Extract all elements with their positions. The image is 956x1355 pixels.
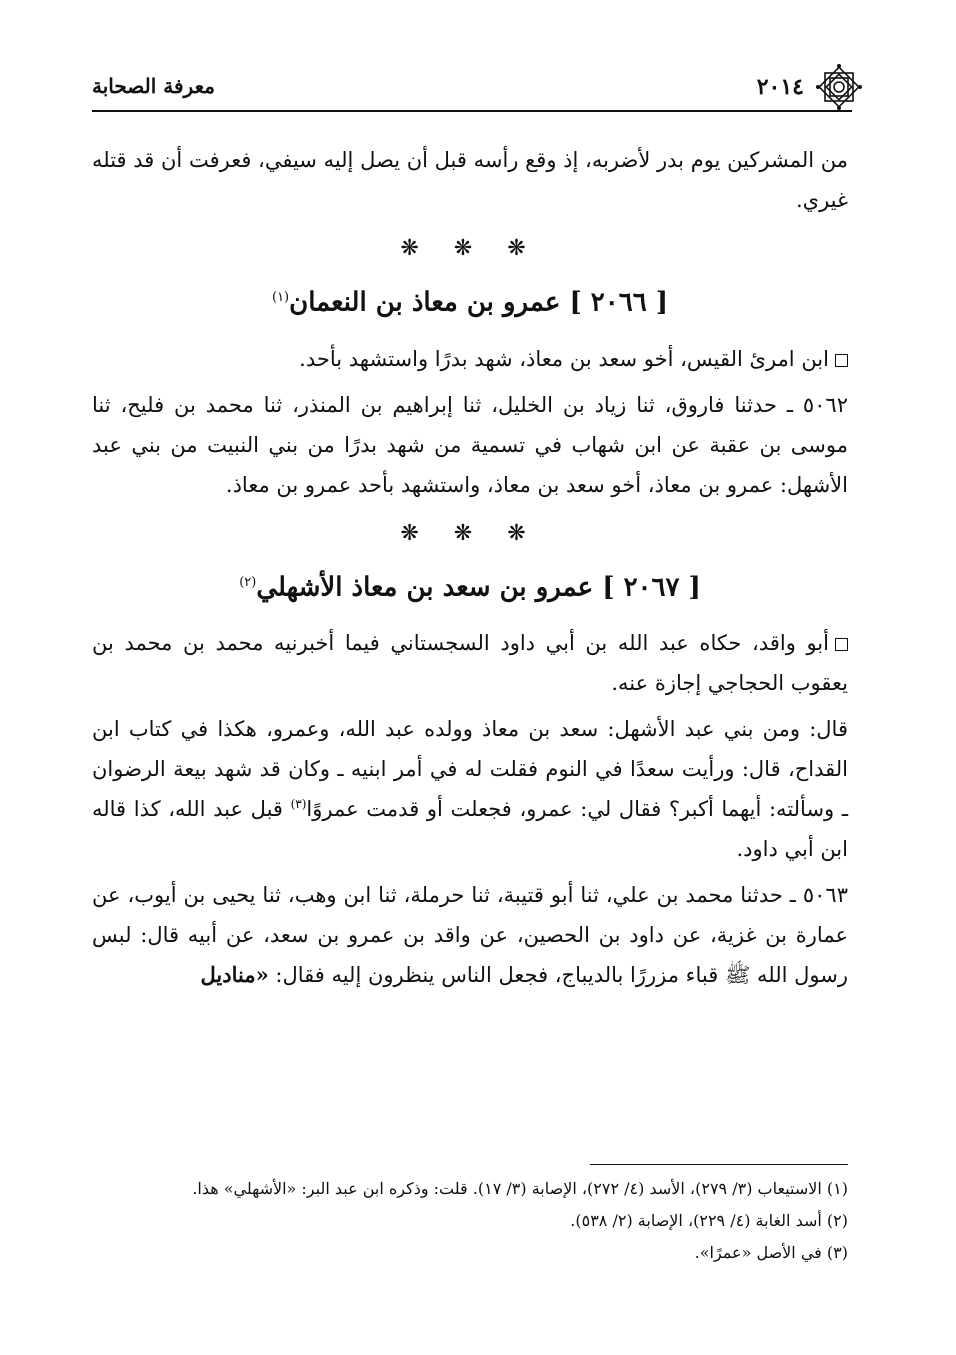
entry-intro <box>92 623 848 703</box>
footnote-3: (٣) في الأصل «عمرًا». <box>694 1243 848 1262</box>
footnote-1: (١) الاستيعاب (٣/ ٢٧٩)، الأسد (٤/ ٢٧٢)، الإصابة (٣/ ١٧). قلت: وذكره ابن عبد البر: «الأشهلي» هذا. <box>192 1179 848 1198</box>
narration-paragraph <box>92 709 848 869</box>
hadith-quote-start: «مناديل <box>200 962 269 988</box>
entry-heading-2066 <box>92 276 848 325</box>
square-marker-icon <box>835 354 848 367</box>
entry-heading-text: [ ٢٠٦٦ ] عمرو بن معاذ بن النعمان <box>289 287 669 318</box>
footnote-ref: (٣) <box>290 797 307 812</box>
header-divider <box>92 110 852 112</box>
narration-text: قال: ومن بني عبد الأشهل: سعد بن معاذ وولده عبد الله، وعمرو، هكذا في كتاب ابن القداح، قال: ورأيت سعدًا في النوم فقلت له في أمر ابنيه ـ وكان قد شهد بيعة الرضوان ـ وسألته: أيهما أكبر؟ فقال لي: عمرو، فجعلت أو قدمت عمروًا <box>92 717 848 822</box>
narration-text-end: قبل عبد الله، كذا قاله ابن أبي داود. <box>92 797 848 862</box>
section-separator: ❋ ❋ ❋ <box>400 520 540 546</box>
square-marker-icon <box>835 638 848 651</box>
section-separator: ❋ ❋ ❋ <box>400 236 540 261</box>
entry-intro <box>92 339 848 379</box>
entry-intro-text: ابن امرئ القيس، أخو سعد بن معاذ، شهد بدرًا واستشهد بأحد. <box>299 346 829 371</box>
footnotes <box>92 1174 848 1270</box>
hadith-text: ٥٠٦٣ ـ حدثنا محمد بن علي، ثنا أبو قتيبة، ثنا حرملة، ثنا ابن وهب، ثنا يحيى بن أيوب، عن عمارة بن غزية، عن داود بن الحصين، عن واقد بن عمرو بن سعد، عن أبيه قال: لبس رسول الله ﷺ قباء مزررًا بالديباج، فجعل الناس ينظرون إليه فقال: <box>92 883 848 988</box>
star-ornament-icon <box>814 62 864 112</box>
running-title: معرفة الصحابة <box>92 74 215 98</box>
footnote-divider <box>590 1164 848 1165</box>
footnote-ref: (٢) <box>239 574 257 590</box>
footnote-ref: (١) <box>271 290 290 305</box>
hadith-5063 <box>92 875 848 995</box>
entry-heading-2067 <box>92 561 848 610</box>
paragraph-continuation: من المشركين يوم بدر لأضربه، إذ وقع رأسه قبل أن يصل إليه سيفي، فعرفت أن قد قتله غيري. <box>92 148 848 212</box>
page-header <box>92 66 852 106</box>
hadith-5062: ٥٠٦٢ ـ حدثنا فاروق، ثنا زياد بن الخليل، ثنا إبراهيم بن المنذر، ثنا محمد بن فليح، ثنا موسى بن عقبة عن ابن شهاب في تسمية من شهد بدرًا من بني النبيت من بني عبد الأشهل: عمرو بن معاذ، أخو سعد بن معاذ، واستشهد بأحد عمرو بن معاذ. <box>92 392 848 497</box>
footnote-2: (٢) أسد الغابة (٤/ ٢٢٩)، الإصابة (٢/ ٥٣٨). <box>570 1211 848 1230</box>
entry-intro-text: أبو واقد، حكاه عبد الله بن أبي داود السجستاني فيما أخبرنيه محمد بن محمد بن يعقوب الحجاجي إجازة عنه. <box>92 631 848 696</box>
main-text <box>92 140 848 1001</box>
page-number: ٢٠١٤ <box>756 74 804 100</box>
entry-heading-text: [ ٢٠٦٧ ] عمرو بن سعد بن معاذ الأشهلي <box>256 572 701 603</box>
